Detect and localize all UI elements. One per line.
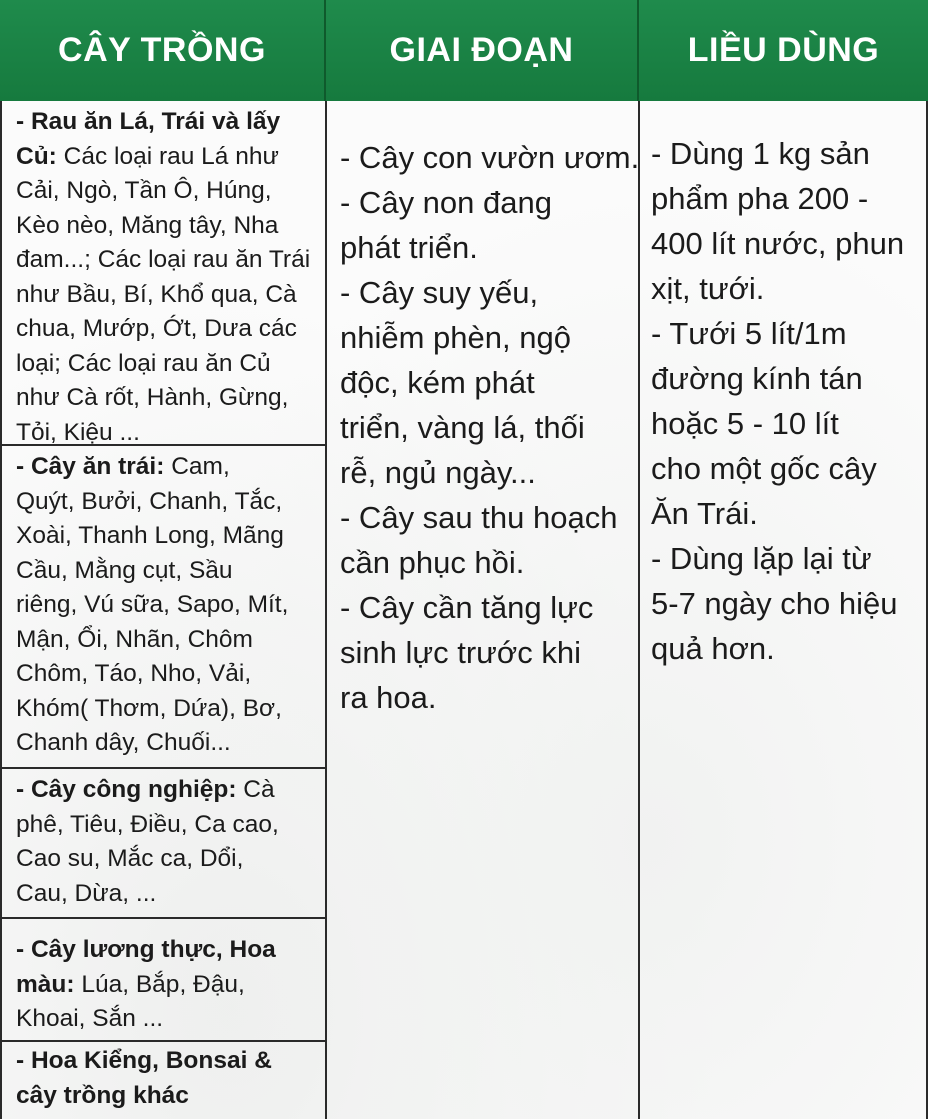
dosage-line: Ăn Trái. [651,496,758,531]
dosage-line: phẩm pha 200 - [651,181,869,216]
crop-text: Tỏi, Kiệu ... [16,418,140,446]
crop-title: cây trồng khác [16,1081,189,1109]
crop-text: Kèo nèo, Măng tây, Nha [16,211,279,239]
crop-title: Củ: [16,142,57,170]
dosage-line: - Tưới 5 lít/1m [651,316,847,351]
dosage-line: - Dùng 1 kg sản [651,136,870,171]
stage-line: - Cây suy yếu, [340,275,539,310]
stage-line: độc, kém phát [340,365,535,400]
crop-text: riêng, Vú sữa, Sapo, Mít, [16,591,289,618]
crop-title: - Rau ăn Lá, Trái và lấy [16,108,281,135]
stage-line: ra hoa. [340,680,437,715]
crop-text: Lúa, Bắp, Đậu, [74,970,245,998]
crop-cell-staple [0,919,326,1042]
crop-cell-fruit-trees [0,446,326,769]
header-dosage: LIỀU DÙNG [687,31,880,69]
crop-cell-ornamental [0,1042,326,1119]
crop-text: như Cà rốt, Hành, Gừng, [16,384,289,411]
crop-text: Cao su, Mắc ca, Dổi, [16,845,244,872]
dosage-line: 400 lít nước, phun [651,226,905,261]
crop-text: Cà [236,776,275,803]
stage-line: - Cây sau thu hoạch [340,500,618,535]
stage-line: nhiễm phèn, ngộ [340,320,571,355]
header-stage: GIAI ĐOẠN [326,0,639,101]
dosage-line: cho một gốc cây [651,451,877,486]
crop-text: Cải, Ngò, Tần Ô, Húng, [16,177,272,204]
crop-title: - Cây ăn trái: [16,453,165,480]
crop-text: Cau, Dừa, ... [16,879,157,907]
crop-text: Cầu, Mằng cụt, Sầu [16,556,233,584]
dosage-line: đường kính tán [651,361,863,396]
crop-text: phê, Tiêu, Điều, Ca cao, [16,810,279,838]
stage-line: phát triển. [340,230,478,265]
header-crop: CÂY TRỒNG [0,0,326,101]
crop-title: - Cây lương thực, Hoa [16,936,276,963]
stage-line: - Cây con vườn ươm. [340,140,640,175]
crop-title: - Hoa Kiểng, Bonsai & [16,1047,272,1074]
crop-title: - Cây công nghiệp: [16,776,237,803]
crop-title: màu: [16,970,75,998]
stage-column [328,101,639,720]
crop-text: Xoài, Thanh Long, Mãng [16,522,284,549]
stage-line: sinh lực trước khi [340,635,581,670]
crop-text: như Bầu, Bí, Khổ qua, Cà [16,280,297,308]
dosage-line: hoặc 5 - 10 lít [651,406,839,441]
crop-text: Chanh dây, Chuối... [16,729,231,756]
table-header [0,0,928,101]
crop-text: chua, Mướp, Ớt, Dưa các [16,315,297,342]
crop-text: đam...; Các loại rau ăn Trái [16,246,311,273]
stage-line: cần phục hồi. [340,545,525,580]
dosage-line: quả hơn. [651,631,775,666]
stage-line: rễ, ngủ ngày... [340,455,536,490]
crop-text: Mận, Ổi, Nhãn, Chôm [16,625,253,653]
stage-line: - Cây cần tăng lực [340,590,594,625]
crop-text: Quýt, Bưởi, Chanh, Tắc, [16,487,283,515]
crop-cell-vegetables [0,101,326,446]
dosage-column [641,101,926,671]
crop-text: Cam, [164,453,230,480]
crop-text: Chôm, Táo, Nho, Vải, [16,660,252,687]
crop-text: Khoai, Sắn ... [16,1005,164,1032]
crop-text: Các loại rau Lá như [56,142,279,170]
crop-text: loại; Các loại rau ăn Củ [16,349,271,377]
stage-line: triển, vàng lá, thối [340,410,585,445]
stage-line: - Cây non đang [340,185,552,220]
dosage-line: - Dùng lặp lại từ [651,541,872,576]
dosage-line: xịt, tưới. [651,271,765,306]
dosage-line: 5-7 ngày cho hiệu [651,586,898,621]
crop-cell-industrial [0,769,326,919]
crop-text: Khóm( Thơm, Dứa), Bơ, [16,694,282,722]
